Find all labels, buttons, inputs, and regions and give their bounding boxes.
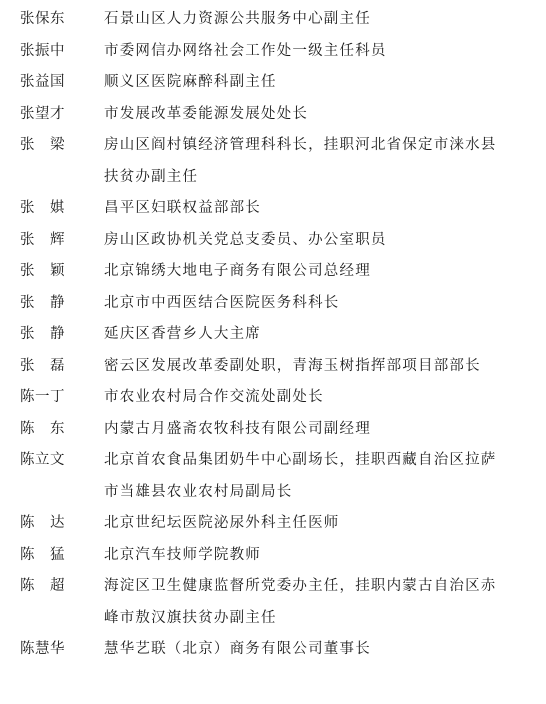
list-item xyxy=(0,256,546,288)
person-name: 张益国 xyxy=(20,74,65,90)
person-title: 昌平区妇联权益部部长 xyxy=(104,200,261,216)
list-item xyxy=(0,99,546,131)
person-title: 市委网信办网络社会工作处一级主任科员 xyxy=(104,42,387,59)
person-name: 陈立文 xyxy=(20,452,65,468)
person-title: 北京汽车技师学院教师 xyxy=(104,546,261,563)
list-item xyxy=(0,225,546,257)
person-name: 张 磊 xyxy=(20,357,65,374)
list-item xyxy=(0,130,546,193)
person-title: 延庆区香营乡人大主席 xyxy=(104,326,261,342)
list-item xyxy=(0,445,546,508)
person-name: 陈 超 xyxy=(20,578,65,594)
person-name: 陈一丁 xyxy=(20,389,65,405)
list-item xyxy=(0,351,546,383)
person-title: 顺义区医院麻醉科副主任 xyxy=(104,74,277,90)
person-title: 北京首农食品集团奶牛中心副场长，挂职西藏自治区拉萨市当雄县农业农村局副局长 xyxy=(104,452,497,500)
list-item xyxy=(0,382,546,414)
list-item xyxy=(0,634,546,666)
list-item xyxy=(0,571,546,634)
person-title: 北京世纪坛医院泌尿外科主任医师 xyxy=(104,515,340,531)
person-title: 海淀区卫生健康监督所党委办主任，挂职内蒙古自治区赤峰市敖汉旗扶贫办副主任 xyxy=(104,578,497,626)
person-name: 张 静 xyxy=(20,294,65,311)
list-item xyxy=(0,36,546,68)
person-name: 陈慧华 xyxy=(20,641,65,657)
person-name: 陈 达 xyxy=(20,515,65,531)
list-item xyxy=(0,288,546,320)
person-title: 市农业农村局合作交流处副处长 xyxy=(104,389,324,405)
list-item xyxy=(0,67,546,99)
person-title: 北京市中西医结合医院医务科科长 xyxy=(104,294,340,311)
person-title: 密云区发展改革委副处职，青海玉树指挥部项目部部长 xyxy=(104,357,481,374)
person-title: 市发展改革委能源发展处处长 xyxy=(104,105,309,122)
person-title: 房山区政协机关党总支委员、办公室职员 xyxy=(104,231,387,248)
person-name: 张 辉 xyxy=(20,231,65,248)
list-item xyxy=(0,540,546,572)
person-name: 张 颖 xyxy=(20,263,65,279)
list-item xyxy=(0,193,546,225)
person-title: 石景山区人力资源公共服务中心副主任 xyxy=(104,11,371,27)
list-item xyxy=(0,414,546,446)
person-title: 慧华艺联（北京）商务有限公司董事长 xyxy=(104,641,371,657)
person-title: 内蒙古月盛斋农牧科技有限公司副经理 xyxy=(104,420,371,437)
list-item xyxy=(0,319,546,351)
list-item xyxy=(0,508,546,540)
person-name: 张 娸 xyxy=(20,200,65,216)
person-title: 房山区阎村镇经济管理科科长，挂职河北省保定市涞水县扶贫办副主任 xyxy=(104,137,497,185)
person-name: 张保东 xyxy=(20,11,65,27)
person-name: 张 梁 xyxy=(20,137,65,153)
person-name: 张 静 xyxy=(20,326,65,342)
person-name: 张望才 xyxy=(20,105,65,122)
person-name: 张振中 xyxy=(20,42,65,59)
person-name: 陈 东 xyxy=(20,420,65,437)
person-name: 陈 猛 xyxy=(20,546,65,563)
person-title: 北京锦绣大地电子商务有限公司总经理 xyxy=(104,263,371,279)
list-item xyxy=(0,4,546,36)
